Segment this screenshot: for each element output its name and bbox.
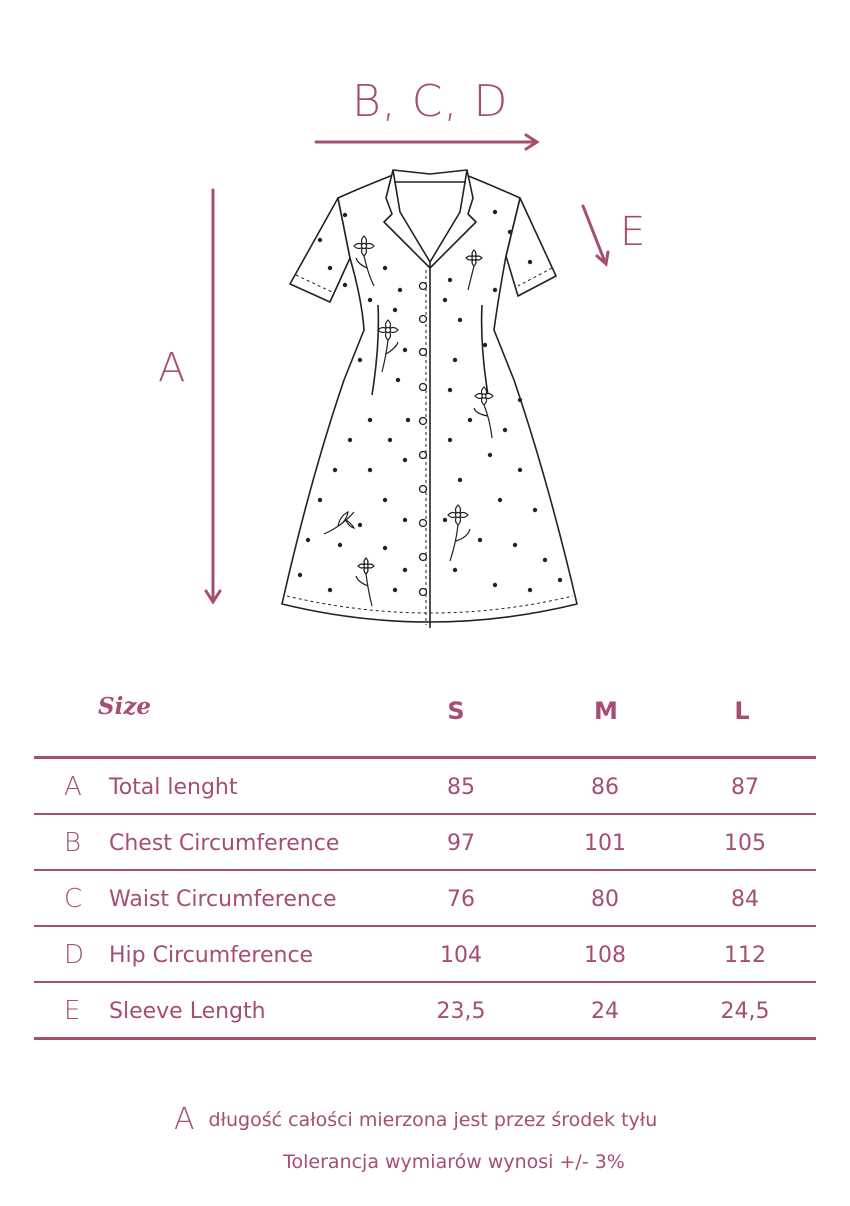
value-s: 85	[447, 775, 475, 800]
value-m: 101	[584, 831, 626, 856]
row-letter: C	[64, 884, 83, 914]
note-letter: A	[174, 1102, 195, 1137]
table-row	[34, 871, 816, 925]
size-heading: Size	[98, 693, 152, 720]
size-header-s: S	[447, 697, 465, 725]
table-row	[34, 983, 816, 1037]
arrow-a	[206, 190, 220, 602]
value-s: 76	[447, 887, 475, 912]
size-table	[34, 756, 816, 1040]
value-s: 23,5	[436, 999, 486, 1024]
value-l: 24,5	[720, 999, 770, 1024]
value-l: 87	[731, 775, 759, 800]
row-label: Hip Circumference	[109, 943, 314, 968]
row-letter: D	[64, 940, 85, 970]
value-m: 80	[591, 887, 619, 912]
value-l: 112	[724, 943, 766, 968]
row-letter: A	[64, 772, 82, 802]
value-m: 108	[584, 943, 626, 968]
value-s: 104	[440, 943, 482, 968]
label-a: A	[158, 345, 186, 391]
row-label: Waist Circumference	[109, 887, 337, 912]
row-letter: B	[64, 828, 82, 858]
size-header-m: M	[594, 697, 618, 725]
value-m: 24	[591, 999, 619, 1024]
tolerance-note: Tolerancja wymiarów wynosi +/- 3%	[283, 1151, 625, 1173]
value-l: 105	[724, 831, 766, 856]
table-row	[34, 927, 816, 981]
table-row	[34, 759, 816, 813]
note-text: długość całości mierzona jest przez środek tyłu	[208, 1108, 658, 1131]
measurement-note	[174, 1102, 657, 1137]
row-label: Total lenght	[109, 775, 238, 800]
table-divider	[34, 1037, 816, 1040]
label-e: E	[620, 209, 646, 255]
arrow-bcd	[316, 135, 537, 149]
label-bcd: B, C, D	[352, 76, 509, 127]
value-s: 97	[447, 831, 475, 856]
arrow-e	[583, 206, 608, 264]
value-m: 86	[591, 775, 619, 800]
table-row	[34, 815, 816, 869]
row-label: Sleeve Length	[109, 999, 266, 1024]
row-label: Chest Circumference	[109, 831, 340, 856]
row-letter: E	[64, 996, 81, 1026]
size-header-l: L	[734, 697, 750, 725]
dress-outline	[282, 170, 577, 628]
value-l: 84	[731, 887, 759, 912]
